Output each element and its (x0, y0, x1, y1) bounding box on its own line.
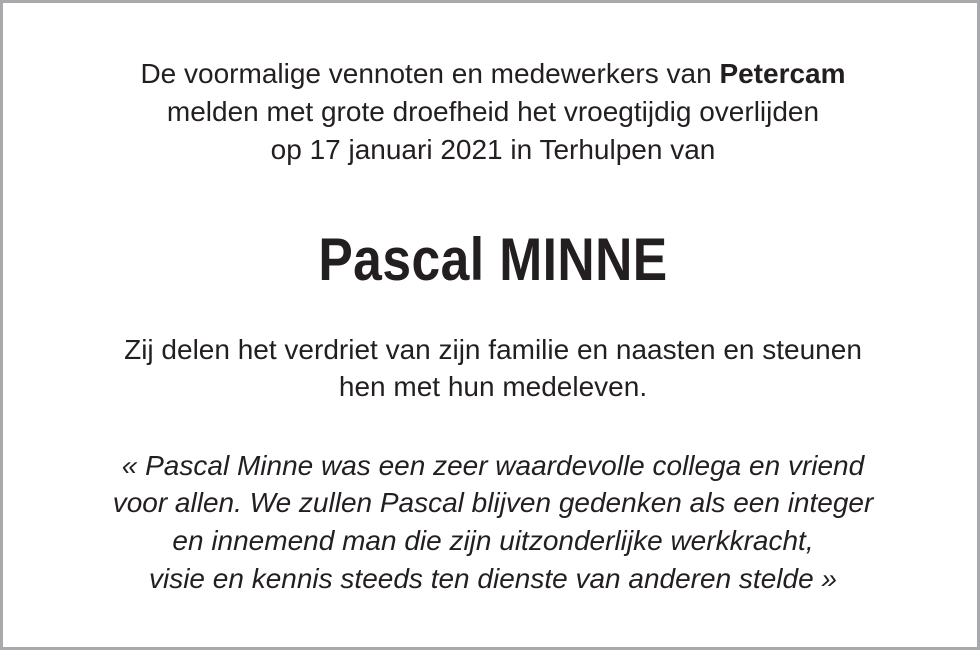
company-name: Petercam (719, 58, 846, 89)
condolence-line-1: Zij delen het verdriet van zijn familie en naasten en steunen (124, 334, 862, 365)
quote-line-1: « Pascal Minne was een zeer waardevolle collega en vriend (121, 450, 865, 481)
deceased-name: Pascal MINNE (318, 226, 668, 293)
intro-line-1 (3, 57, 980, 91)
quote-line-3: en innemend man die zijn uitzonderlijke werkkracht, (172, 525, 814, 556)
intro-line-1-text: De voormalige vennoten en medewerkers van (140, 58, 720, 89)
intro-line-2: melden met grote droefheid het vroegtijdig overlijden (166, 96, 820, 127)
intro-line-3: op 17 januari 2021 in Terhulpen van (270, 134, 716, 165)
quote-line-4: visie en kennis steeds ten dienste van anderen stelde » (148, 563, 837, 594)
condolence-line-2: hen met hun medeleven. (338, 371, 648, 402)
quote-line-2: voor allen. We zullen Pascal blijven gedenken als een integer (112, 487, 874, 518)
